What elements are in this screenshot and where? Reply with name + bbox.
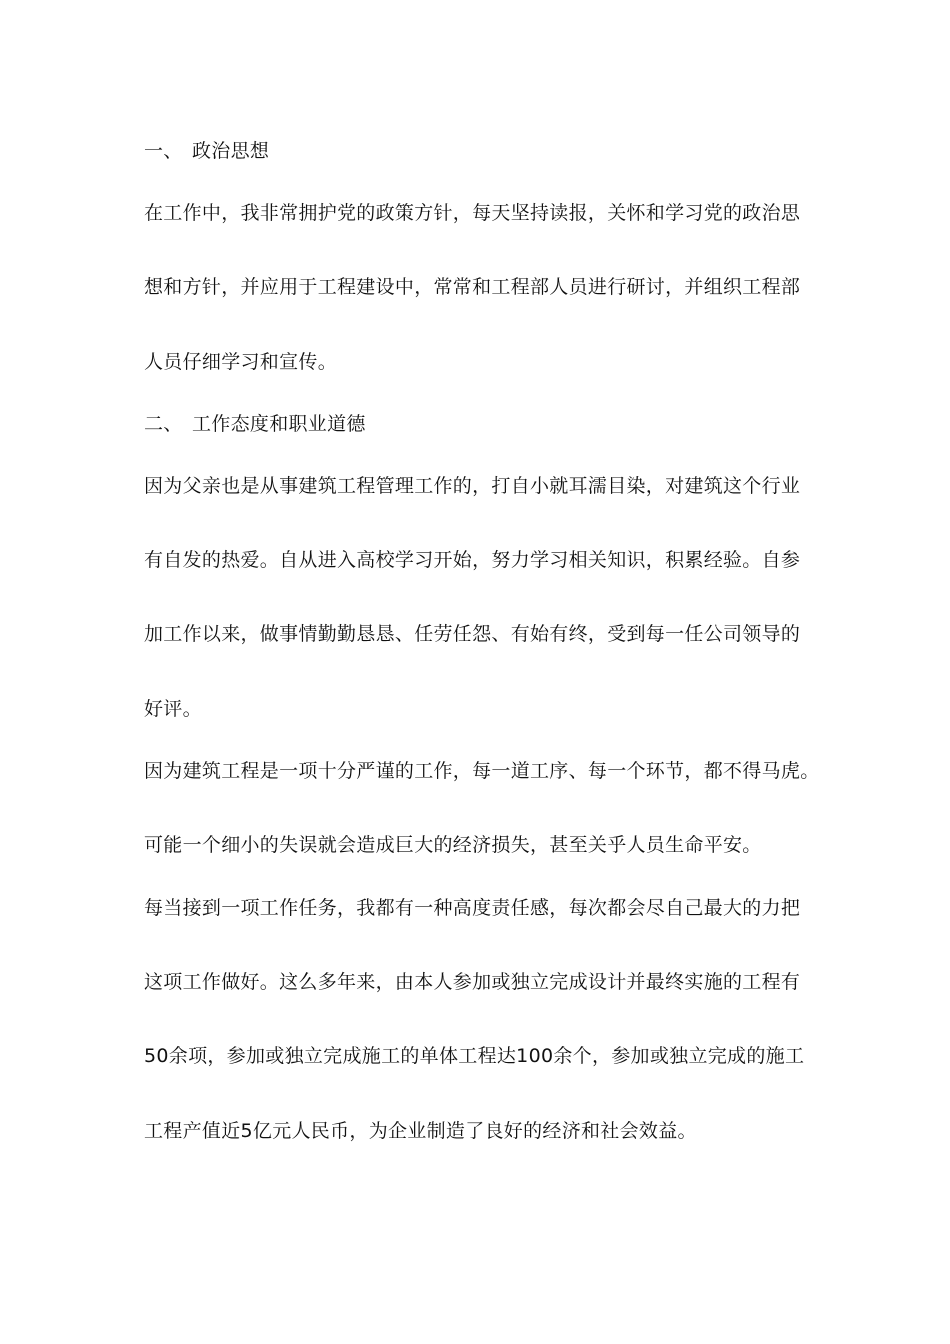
paragraph-line: 人员仔细学习和宣传。 [144, 351, 338, 373]
section-title: 工作态度和职业道德 [192, 413, 366, 435]
paragraph-line: 因为父亲也是从事建筑工程管理工作的，打自小就耳濡目染，对建筑这个行业 [144, 475, 801, 497]
paragraph-line: 工程产值近5亿元人民币，为企业制造了良好的经济和社会效益。 [144, 1120, 697, 1142]
section-number: 二、 [144, 413, 183, 435]
section-title: 政治思想 [192, 140, 270, 162]
section-heading-2 [144, 411, 366, 437]
paragraph-line: 因为建筑工程是一项十分严谨的工作，每一道工序、每一个环节，都不得马虎。 [144, 760, 820, 782]
paragraph-line: 这项工作做好。这么多年来，由本人参加或独立完成设计并最终实施的工程有 [144, 971, 801, 993]
paragraph-line: 好评。 [144, 698, 202, 720]
section-number: 一、 [144, 140, 183, 162]
paragraph-line: 每当接到一项工作任务，我都有一种高度责任感，每次都会尽自己最大的力把 [144, 897, 801, 919]
paragraph-line: 有自发的热爱。自从进入高校学习开始，努力学习相关知识，积累经验。自参 [144, 549, 801, 571]
paragraph-line: 想和方针，并应用于工程建设中，常常和工程部人员进行研讨，并组织工程部 [144, 276, 801, 298]
section-heading-1 [144, 138, 269, 164]
paragraph-line: 加工作以来，做事情勤勤恳恳、任劳任怨、有始有终，受到每一任公司领导的 [144, 623, 801, 645]
paragraph-line: 在工作中，我非常拥护党的政策方针，每天坚持读报，关怀和学习党的政治思 [144, 202, 801, 224]
paragraph-line: 50余项，参加或独立完成施工的单体工程达100余个，参加或独立完成的施工 [144, 1045, 805, 1067]
paragraph-line: 可能一个细小的失误就会造成巨大的经济损失，甚至关乎人员生命平安。 [144, 834, 762, 856]
